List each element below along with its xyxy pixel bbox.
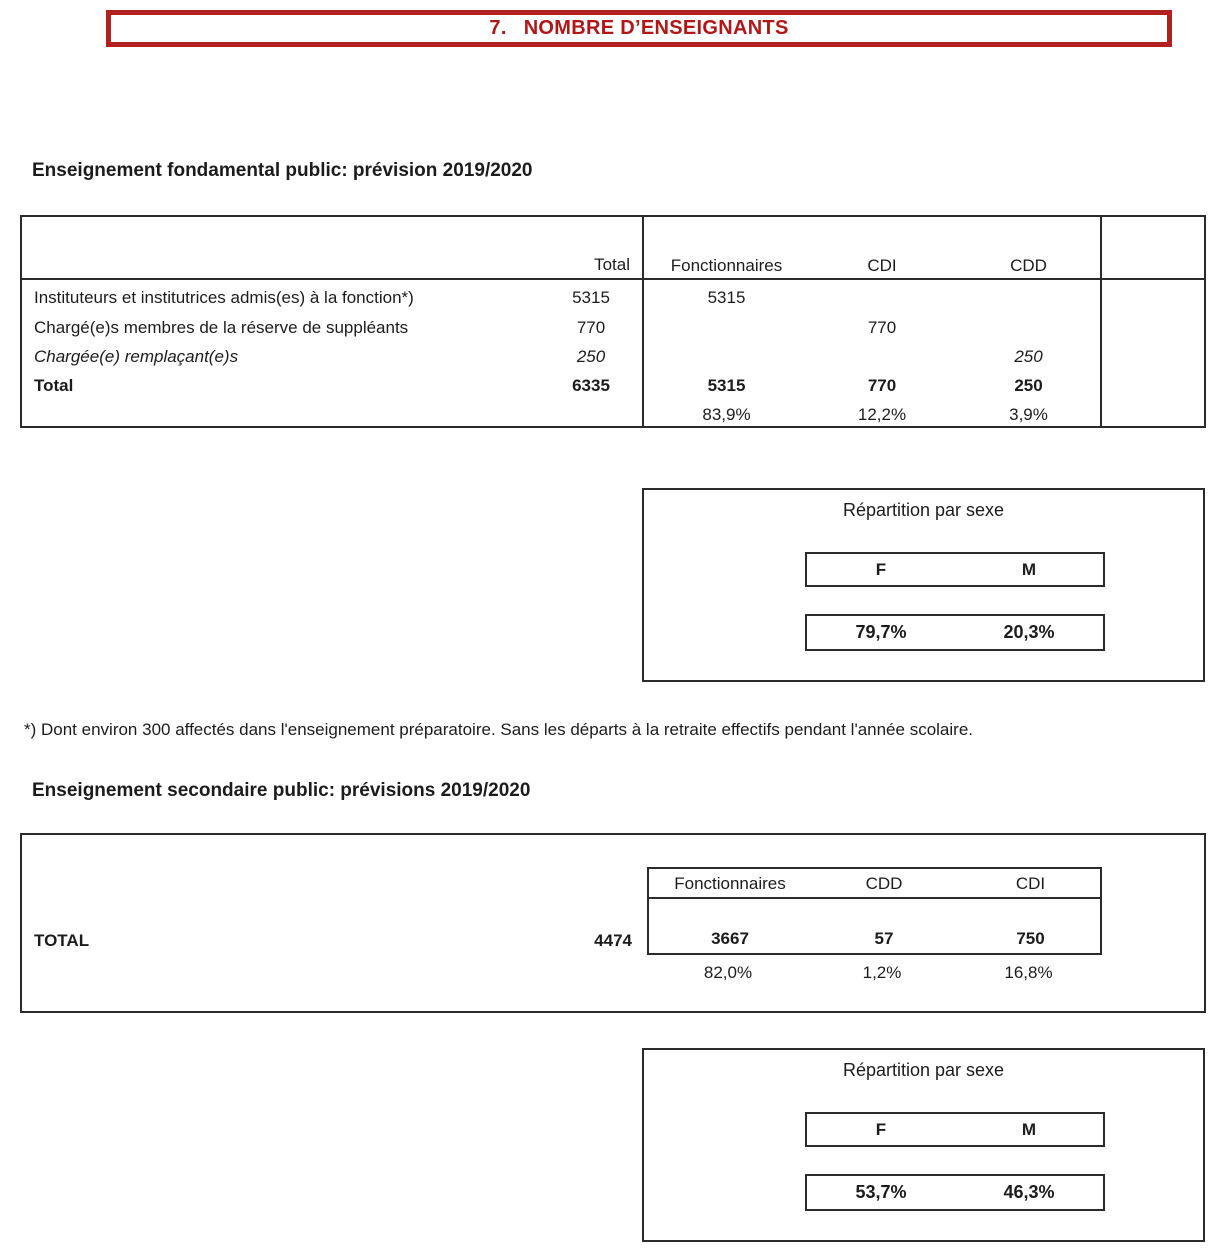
female-header: F — [875, 1119, 887, 1139]
sex-value-row — [805, 614, 1105, 651]
row1-total: 5315 — [572, 288, 610, 307]
row1-cdd — [955, 288, 1102, 308]
male-header: M — [1021, 1119, 1037, 1139]
pct-cdi: 12,2% — [857, 405, 907, 424]
table1-header-fonctionnaires: Fonctionnaires — [670, 256, 783, 275]
repartition-title: Répartition par sexe — [842, 1060, 1005, 1080]
table2-header-rule — [649, 897, 1100, 899]
sex-header-row — [805, 1112, 1105, 1147]
section-number: 7. — [489, 17, 507, 39]
section-title-banner — [106, 10, 1172, 47]
table1-header-cdi: CDI — [867, 256, 897, 275]
female-header: F — [875, 559, 887, 579]
row4-fonctionnaires: 5315 — [707, 376, 746, 395]
pct2-cdi: 16,8% — [1004, 963, 1053, 982]
row2-label: Chargé(e)s membres de la réserve de suppléants — [34, 318, 409, 337]
pct-fonctionnaires: 83,9% — [702, 405, 751, 424]
table-fondamental — [20, 215, 1206, 428]
table2-percent-row — [647, 963, 1102, 983]
table1-header-rule — [22, 278, 1204, 280]
row4-cdd: 250 — [1014, 376, 1043, 395]
female-percent: 79,7% — [855, 622, 907, 642]
row4-cdi: 770 — [867, 376, 897, 395]
table2-header-cdi: CDI — [1015, 874, 1046, 893]
repartition-panel-fondamental — [642, 488, 1205, 682]
pct2-cdd: 1,2% — [862, 963, 902, 982]
row3-cdd: 250 — [1014, 347, 1043, 366]
row1-fonctionnaires: 5315 — [707, 288, 746, 307]
pct-cdd: 3,9% — [1009, 405, 1048, 424]
table1-header-total: Total — [594, 255, 630, 274]
heading-secondaire: Enseignement secondaire public: prévisions 2019/2020 — [32, 780, 531, 801]
sex-value-row — [805, 1174, 1105, 1211]
row1-label: Instituteurs et institutrices admis(es) à la fonction*) — [34, 288, 414, 307]
row3-total: 250 — [576, 347, 606, 366]
row3-fonctionnaires — [644, 347, 809, 367]
row4-label: Total — [34, 376, 74, 395]
row2-total: 770 — [576, 318, 606, 337]
male-header: M — [1021, 559, 1037, 579]
value-cdi: 750 — [1016, 929, 1045, 948]
table2-header-cdd: CDD — [865, 874, 903, 893]
male-percent: 46,3% — [1003, 1182, 1055, 1202]
repartition-title: Répartition par sexe — [842, 500, 1005, 520]
male-percent: 20,3% — [1003, 622, 1055, 642]
table2-status-box — [647, 867, 1102, 955]
total-label: TOTAL — [34, 931, 90, 950]
row2-cdi: 770 — [867, 318, 897, 337]
row3-label: Chargée(e) remplaçant(e)s — [34, 347, 239, 366]
section-title-text: NOMBRE D’ENSEIGNANTS — [523, 17, 789, 39]
row3-cdi — [809, 347, 955, 367]
value-cdd: 57 — [874, 929, 894, 948]
heading-fondamental: Enseignement fondamental public: prévision 2019/2020 — [32, 160, 533, 181]
sex-header-row — [805, 552, 1105, 587]
table-secondaire — [20, 833, 1206, 1013]
row4-total: 6335 — [572, 376, 610, 395]
table1-header-cdd: CDD — [1010, 256, 1047, 275]
repartition-panel-secondaire — [642, 1048, 1205, 1242]
table2-header-fonctionnaires: Fonctionnaires — [674, 874, 786, 893]
value-fonctionnaires: 3667 — [711, 929, 749, 948]
footnote: *) Dont environ 300 affectés dans l'enseignement préparatoire. Sans les départs à la retraite effectifs pendant l'année scolaire. — [24, 720, 973, 739]
row2-fonctionnaires — [644, 318, 809, 338]
row2-cdd — [955, 318, 1102, 338]
pct2-fonctionnaires: 82,0% — [703, 963, 753, 982]
total-value: 4474 — [594, 931, 632, 950]
female-percent: 53,7% — [855, 1182, 907, 1202]
row1-cdi — [809, 288, 955, 308]
